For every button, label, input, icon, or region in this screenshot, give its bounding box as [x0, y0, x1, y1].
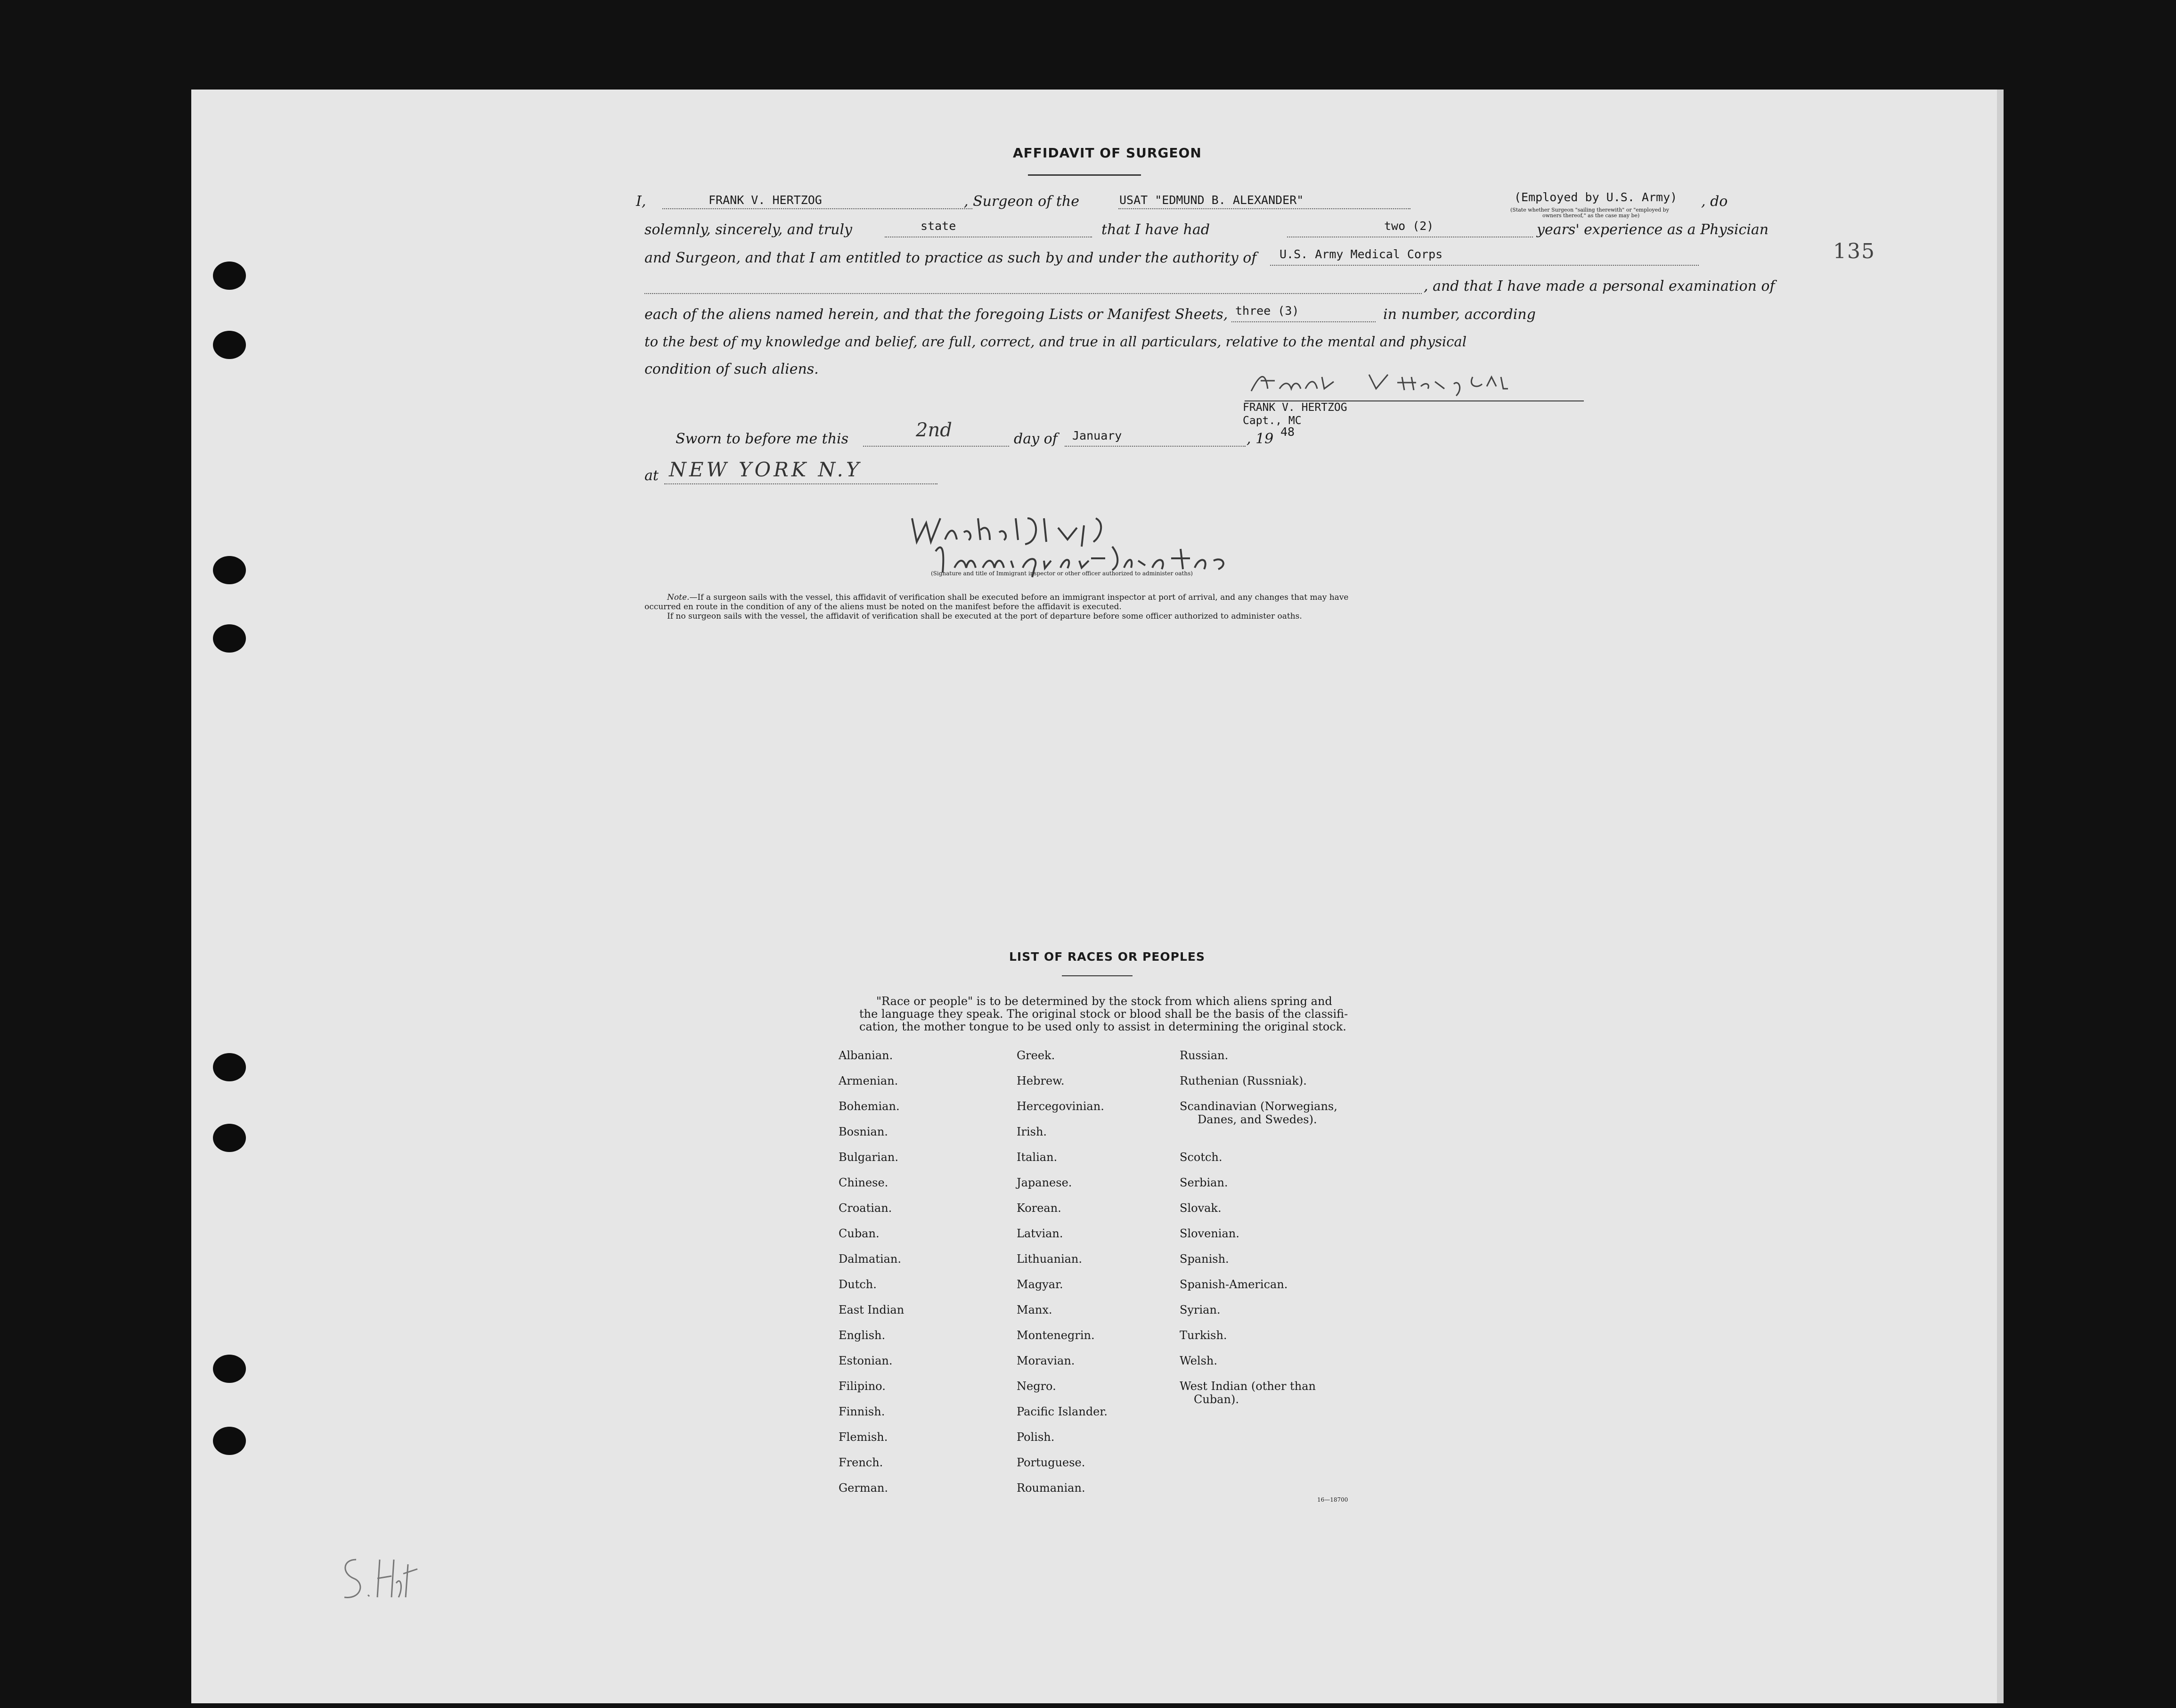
- affidavit-text: years' experience as a Physician: [1537, 221, 1769, 238]
- sworn-year: 48: [1280, 425, 1295, 439]
- sworn-day: 2nd: [916, 419, 952, 441]
- employment-note: owners thereof," as the case may be): [1542, 212, 1640, 219]
- field-line: [662, 208, 972, 209]
- race-item: Cuban).: [1194, 1393, 1239, 1406]
- affidavit-text: each of the aliens named herein, and that the foregoing Lists or Manifest Sheets,: [644, 306, 1228, 323]
- document-page: [191, 90, 2004, 1703]
- race-item: Moravian.: [1017, 1354, 1075, 1367]
- years-field: two (2): [1384, 219, 1434, 233]
- race-item: Scandinavian (Norwegians,: [1180, 1100, 1337, 1113]
- race-item: Bohemian.: [839, 1100, 900, 1113]
- inspector-caption: (Signature and title of Immigrant inspector or other officer authorized to administer oaths): [931, 570, 1193, 577]
- surgeon-signature: [1247, 368, 1510, 400]
- field-line: [1231, 321, 1376, 322]
- race-item: Slovenian.: [1180, 1227, 1239, 1240]
- race-item: West Indian (other than: [1180, 1380, 1316, 1393]
- race-item: Hercegovinian.: [1017, 1100, 1104, 1113]
- race-item: Slovak.: [1180, 1201, 1222, 1215]
- form-number: 16—18700: [1317, 1496, 1348, 1503]
- page-number: 135: [1833, 239, 1875, 263]
- signer-rank: Capt., MC: [1243, 415, 1302, 427]
- affidavit-text: to the best of my knowledge and belief, are full, correct, and true in all particulars, relative to the mental and physical: [644, 334, 1467, 350]
- sworn-month: January: [1072, 429, 1122, 442]
- employment-note: (State whether Surgeon "sailing therewith" or "employed by: [1510, 207, 1669, 213]
- race-item: Scotch.: [1180, 1151, 1222, 1164]
- race-item: Montenegrin.: [1017, 1329, 1095, 1342]
- race-item: Bosnian.: [839, 1125, 888, 1138]
- race-item: Albanian.: [839, 1049, 893, 1062]
- race-item: Hebrew.: [1017, 1074, 1065, 1087]
- authority-field: U.S. Army Medical Corps: [1280, 247, 1443, 261]
- race-item: Latvian.: [1017, 1227, 1063, 1240]
- affidavit-text: , and that I have made a personal examination of: [1424, 278, 1775, 294]
- race-item: English.: [839, 1329, 886, 1342]
- note-line-3: If no surgeon sails with the vessel, the affidavit of verification shall be executed at the port of departure before some officer authorized to administer oaths.: [667, 612, 1302, 621]
- race-item: Japanese.: [1017, 1176, 1072, 1189]
- race-item: East Indian: [839, 1303, 905, 1316]
- affidavit-text: , do: [1701, 193, 1728, 210]
- race-item: Croatian.: [839, 1201, 892, 1215]
- employment-field: (Employed by U.S. Army): [1514, 190, 1678, 204]
- race-item: Cuban.: [839, 1227, 880, 1240]
- race-item: Serbian.: [1180, 1176, 1228, 1189]
- inspector-signature: [898, 490, 1256, 580]
- statement-verb-field: state: [921, 219, 956, 233]
- race-item: Polish.: [1017, 1430, 1055, 1444]
- race-item: Danes, and Swedes).: [1198, 1113, 1317, 1126]
- note-line-2: occurred en route in the condition of any of the aliens must be noted on the manifest before the affidavit is executed.: [644, 602, 1122, 612]
- field-line: [1270, 265, 1699, 266]
- surgeon-name-field: FRANK V. HERTZOG: [709, 193, 822, 207]
- intro-line: "Race or people" is to be determined by the stock from which aliens spring and: [876, 995, 1332, 1008]
- race-item: Welsh.: [1180, 1354, 1217, 1367]
- race-item: Spanish-American.: [1180, 1278, 1288, 1291]
- title-underline: [1028, 174, 1141, 176]
- race-item: Italian.: [1017, 1151, 1058, 1164]
- race-item: Estonian.: [839, 1354, 893, 1367]
- race-item: Ruthenian (Russniak).: [1180, 1074, 1307, 1087]
- intro-line: cation, the mother tongue to be used only to assist in determining the original stock.: [859, 1020, 1346, 1033]
- punch-hole: [213, 624, 246, 653]
- affidavit-text: , Surgeon of the: [964, 193, 1079, 210]
- affidavit-title: AFFIDAVIT OF SURGEON: [1013, 145, 1202, 161]
- race-item: Pacific Islander.: [1017, 1405, 1108, 1418]
- race-item: Dalmatian.: [839, 1252, 902, 1266]
- punch-hole: [213, 262, 246, 290]
- intro-line: the language they speak. The original stock or blood shall be the basis of the classifi-: [859, 1007, 1348, 1021]
- field-line: [664, 483, 937, 484]
- race-item: Spanish.: [1180, 1252, 1229, 1266]
- race-item: Korean.: [1017, 1201, 1061, 1215]
- affidavit-text: condition of such aliens.: [644, 361, 819, 377]
- affidavit-text: I,: [636, 193, 646, 210]
- race-item: Armenian.: [839, 1074, 898, 1087]
- race-item: Lithuanian.: [1017, 1252, 1083, 1266]
- field-line: [1118, 208, 1410, 209]
- vessel-field: USAT "EDMUND B. ALEXANDER": [1119, 193, 1304, 207]
- note-label: Note.: [667, 593, 690, 602]
- race-item: Portuguese.: [1017, 1456, 1085, 1469]
- punch-hole: [213, 1355, 246, 1383]
- race-item: Magyar.: [1017, 1278, 1063, 1291]
- affidavit-text: and Surgeon, and that I am entitled to practice as such by and under the authority of: [644, 250, 1257, 266]
- race-item: Filipino.: [839, 1380, 886, 1393]
- field-line: [644, 293, 1422, 294]
- affidavit-text: at: [644, 467, 659, 484]
- race-item: Russian.: [1180, 1049, 1229, 1062]
- note-text: —If a surgeon sails with the vessel, this affidavit of verification shall be executed before an immigrant inspector at port of arrival, and any changes that may have: [689, 593, 1349, 602]
- affidavit-text: solemnly, sincerely, and truly: [644, 221, 853, 238]
- race-item: Turkish.: [1180, 1329, 1227, 1342]
- punch-hole: [213, 331, 246, 359]
- races-title: LIST OF RACES OR PEOPLES: [1009, 950, 1205, 964]
- field-line: [1065, 446, 1246, 447]
- race-item: Flemish.: [839, 1430, 888, 1444]
- race-item: German.: [839, 1481, 888, 1495]
- signer-name: FRANK V. HERTZOG: [1243, 401, 1347, 414]
- race-item: Finnish.: [839, 1405, 885, 1418]
- race-item: Bulgarian.: [839, 1151, 898, 1164]
- races-intro: [859, 995, 1557, 1033]
- punch-hole: [213, 1053, 246, 1081]
- affidavit-text: in number, according: [1383, 306, 1536, 323]
- race-item: Roumanian.: [1017, 1481, 1085, 1495]
- race-item: Greek.: [1017, 1049, 1055, 1062]
- punch-hole: [213, 1427, 246, 1455]
- affidavit-text: , 19: [1247, 431, 1274, 447]
- race-item: Chinese.: [839, 1176, 888, 1189]
- field-line: [863, 446, 1009, 447]
- race-item: Syrian.: [1180, 1303, 1221, 1316]
- note-line-1: [667, 593, 1348, 602]
- race-item: French.: [839, 1456, 883, 1469]
- race-item: Dutch.: [839, 1278, 877, 1291]
- place-field: NEW YORK N.Y: [669, 458, 862, 481]
- race-item: Manx.: [1017, 1303, 1052, 1316]
- affidavit-text: that I have had: [1101, 221, 1210, 238]
- pencil-annotation: [333, 1541, 427, 1607]
- punch-hole: [213, 1124, 246, 1152]
- affidavit-text: day of: [1014, 431, 1058, 447]
- affidavit-text: Sworn to before me this: [676, 431, 849, 447]
- race-item: Irish.: [1017, 1125, 1047, 1138]
- races-underline: [1062, 975, 1133, 976]
- sheets-field: three (3): [1235, 304, 1299, 318]
- race-item: Negro.: [1017, 1380, 1056, 1393]
- punch-hole: [213, 556, 246, 584]
